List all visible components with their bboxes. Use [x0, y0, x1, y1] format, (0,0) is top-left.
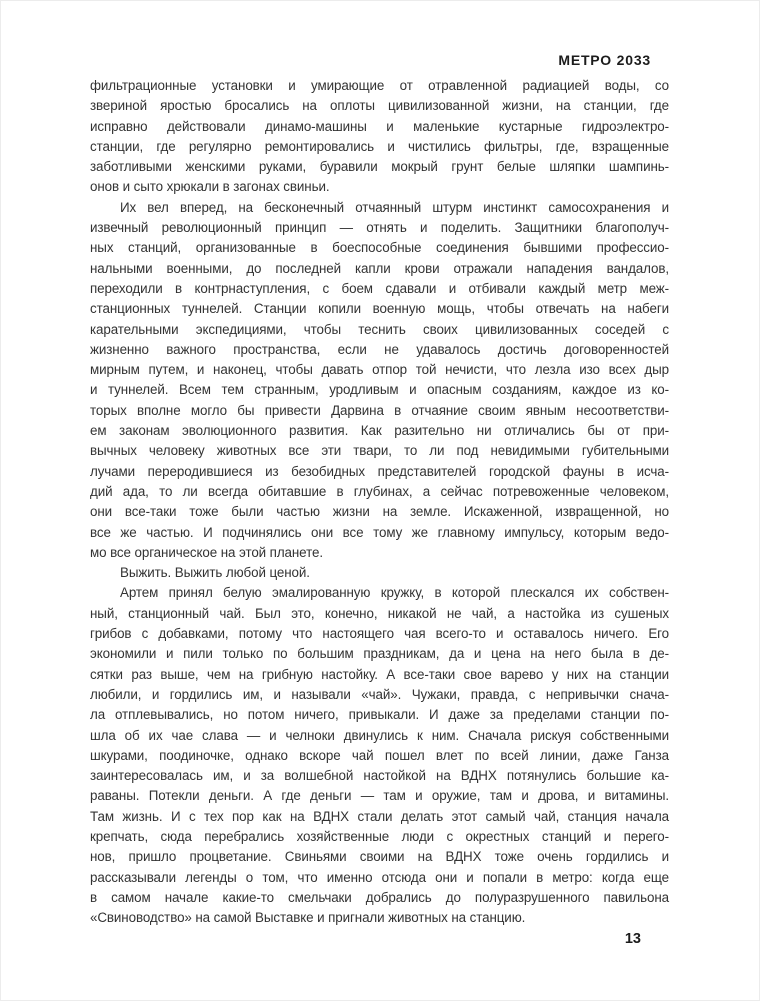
body-line: грибов с добавками, потому что настоящего чая всего-то и оставалось ничего. Его [90, 626, 669, 642]
body-line: любили, и гордились им, и называли «чай». Чужаки, правда, с непривычки снача- [90, 686, 669, 702]
body-line: станционных туннелей. Станции копили военную мощь, чтобы отвечать на набеги [90, 301, 669, 317]
running-header-title: МЕТРО 2033 [558, 52, 651, 68]
body-line: извечный революционный принцип — отнять и поделить. Защитники благополуч- [90, 220, 669, 236]
body-line: в самом начале какие-то смельчаки добрались до полуразрушенного павильона [90, 889, 669, 905]
body-line: жизненно важного пространства, если не удавалось достичь договоренностей [90, 341, 669, 357]
body-line: нов, пришло процветание. Свиньями своими на ВДНХ тоже очень гордились и [90, 849, 669, 865]
body-line: ных станций, организованные в боеспособные соединения бывшими профессио- [90, 240, 669, 256]
body-line: «Свиноводство» на самой Выставке и пригнали животных на станцию. [90, 910, 526, 926]
body-line: переходили в контрнаступления, с боем сдавали и отбивали каждый метр меж- [90, 280, 669, 296]
body-line: мо все органическое на этой планете. [90, 544, 323, 560]
body-line: шкурами, поодиночке, однако вскоре чай пошел влет по всей линии, даже Ганза [90, 747, 669, 763]
body-line: раваны. Потекли деньги. А где деньги — там и оружие, там и дрова, и витамины. [90, 788, 669, 804]
text-block [90, 76, 669, 928]
body-line: мирным путем, и наконец, чтобы давать отпор той нечисти, что лезла изо всех дыр [90, 362, 669, 378]
body-line: торых вполне могло бы привести Дарвина в отчаяние своим явным несоответстви- [90, 402, 669, 418]
body-line: заботливыми женскими руками, буравили мокрый грунт белые шляпки шампинь- [90, 159, 669, 175]
body-line: дий ада, то ли всегда обитавшие в глубинах, а сейчас потревоженные человеком, [90, 483, 669, 499]
page-number: 13 [624, 931, 641, 947]
body-line: сятки раз выше, чем на грибную настойку. А все-таки свое варево у них на станции [90, 666, 669, 682]
body-line: станции, где регулярно ремонтировались и чистились фильтры, где, взращенные [90, 138, 669, 154]
body-line: фильтрационные установки и умирающие от отравленной радиацией воды, со [90, 78, 669, 93]
paragraph [90, 563, 669, 583]
body-line: они все-таки тоже были частью жизни на земле. Искаженной, извращенной, но [90, 504, 669, 520]
body-line: исправно действовали динамо-машины и маленькие кустарные гидроэлектро- [90, 118, 669, 134]
body-line: нальными военными, до последней капли крови отражали нападения вандалов, [90, 260, 669, 276]
paragraph [90, 583, 669, 928]
body-line: ем законам эволюционного развития. Как разительно ни отличались бы от при- [90, 423, 669, 439]
body-line: звериной яростью бросались на оплоты цивилизованной жизни, на станции, где [90, 98, 669, 114]
body-line: рассказывали легенды о том, что именно отсюда они и попали в метро: когда еще [90, 869, 669, 885]
paragraph [90, 198, 669, 563]
body-line: экономили и пили только по большим праздникам, да и цена на него была в де- [90, 646, 669, 662]
body-line: Их вел вперед, на бесконечный отчаянный штурм инстинкт самосохранения и [120, 199, 669, 215]
body-line: все же частью. И подчинялись они все тому же главному импульсу, которым ведо- [90, 524, 669, 540]
body-line: вычных человеку животных все эти твари, то ли под невидимыми губительными [90, 443, 669, 459]
body-line: лучами переродившиеся из безобидных представителей городской фауны в исча- [90, 463, 669, 479]
body-line: Артем принял белую эмалированную кружку, в которой плескался их собствен- [120, 585, 669, 601]
body-line: карательными экспедициями, чтобы теснить своих цивилизованных соседей с [90, 321, 669, 337]
body-line: шла об их чае слава — и челноки двинулись к ним. Сначала рискуя собственными [90, 727, 669, 743]
paragraph [90, 76, 669, 198]
body-line: Там жизнь. И с тех пор как на ВДНХ стали делать этот самый чай, станция начала [90, 808, 669, 824]
body-line: ный, станционный чай. Был это, конечно, никакой не чай, а настойка из сушеных [90, 605, 669, 621]
body-line: заинтересовалась им, и за волшебной настойкой на ВДНХ потянулись большие ка- [90, 768, 669, 784]
body-line: крепчать, сюда перебрались хозяйственные люди с окрестных станций и перего- [90, 828, 669, 844]
body-line: ла отплевывались, но потом ничего, привыкали. И даже за пределами станции по- [90, 707, 669, 723]
body-line: и туннелей. Всем тем странным, уродливым и опасным созданиям, каждое из ко- [90, 382, 669, 398]
body-line: Выжить. Выжить любой ценой. [120, 565, 310, 581]
body-line: онов и сыто хрюкали в загонах свиньи. [90, 179, 330, 195]
